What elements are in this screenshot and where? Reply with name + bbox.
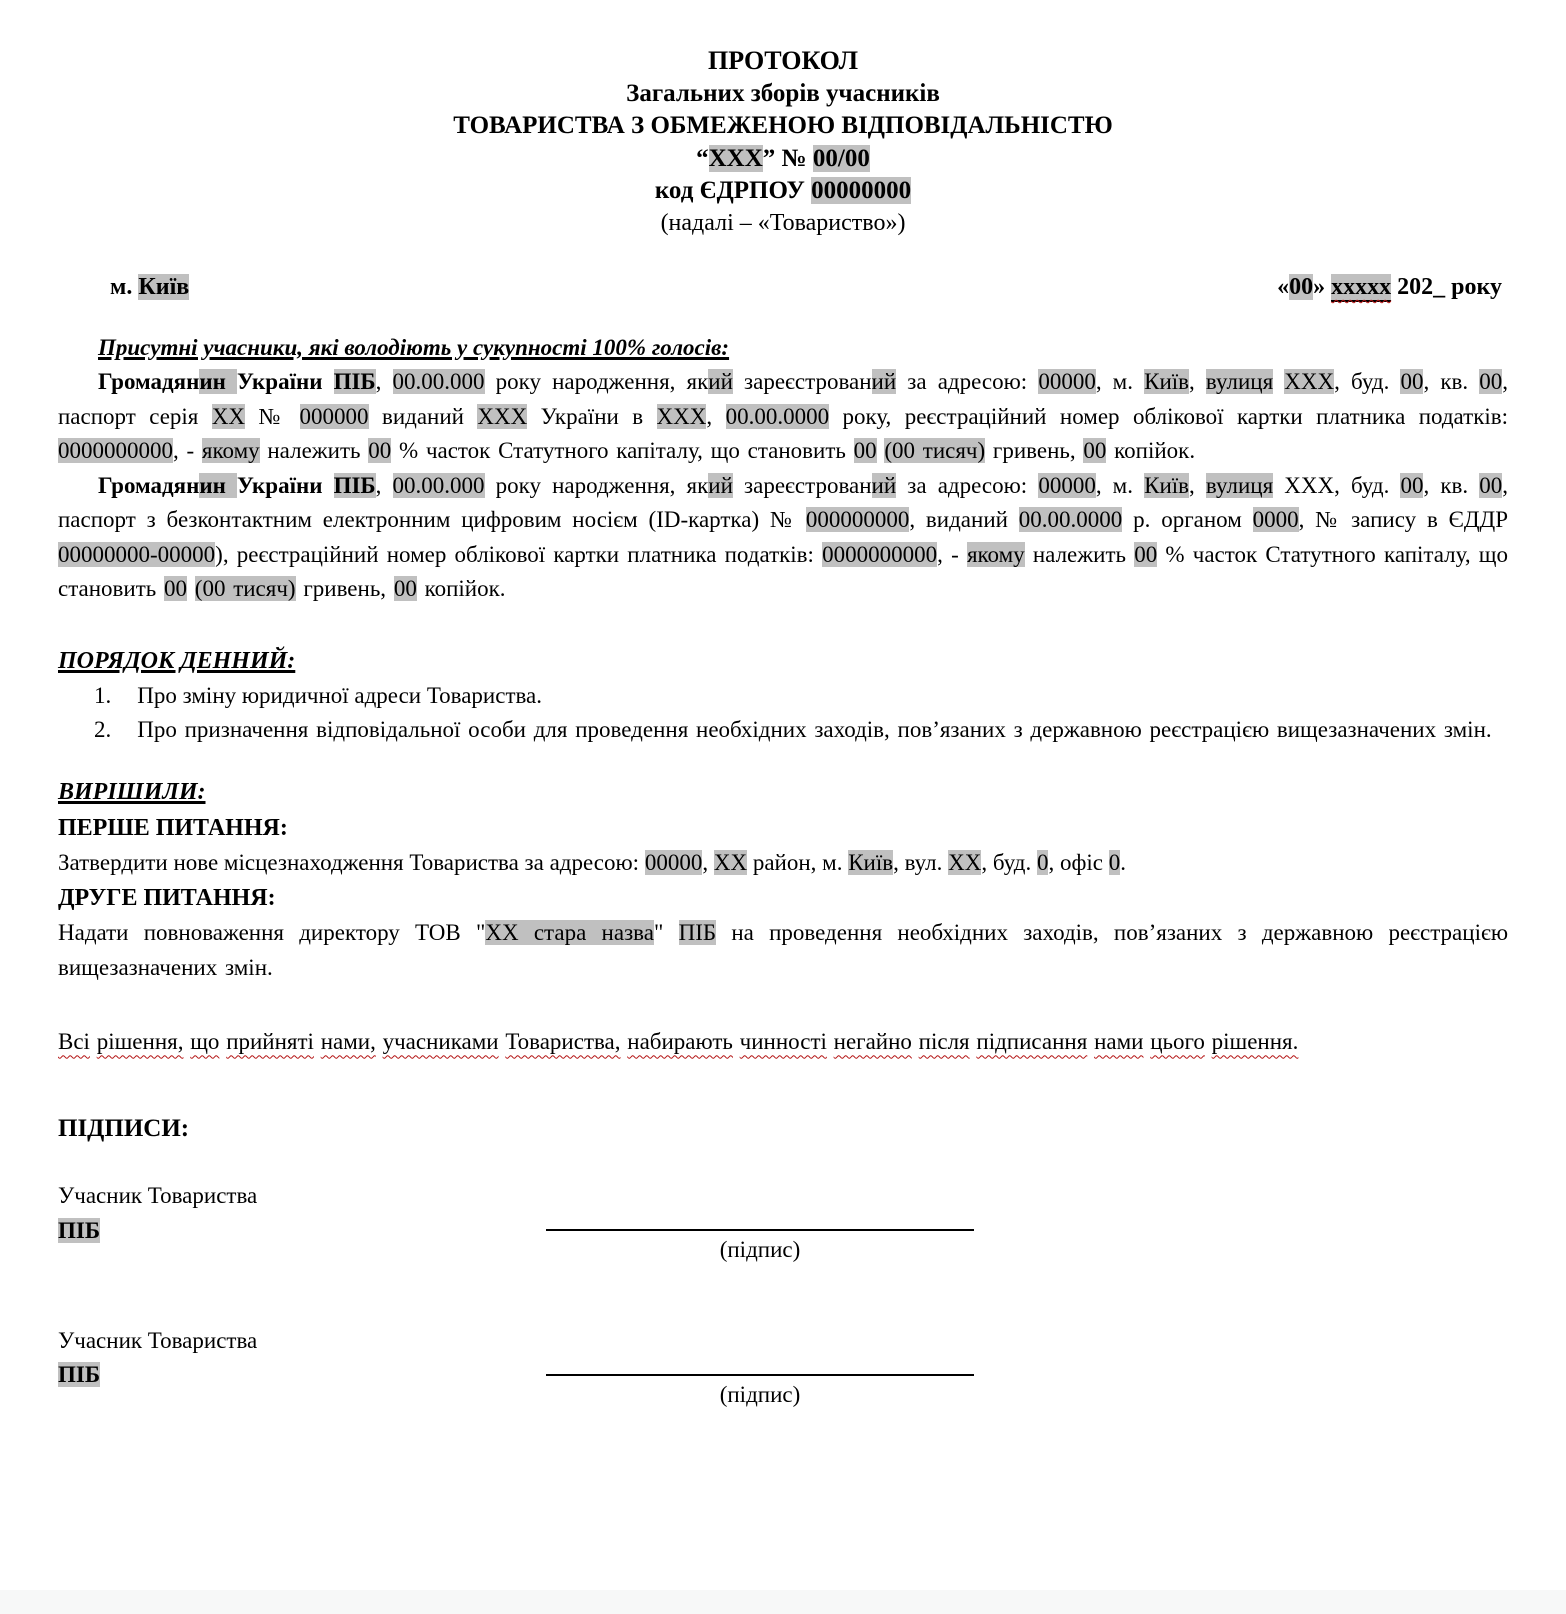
text-run: підписання: [976, 1029, 1088, 1055]
text-run: зареєстрован: [732, 369, 872, 395]
document-date: [1277, 269, 1502, 305]
text-run: , м.: [1095, 369, 1145, 395]
text-run: % часток Статутного капіталу, що становить: [391, 438, 854, 464]
date-row: [58, 269, 1508, 305]
text-run: Громадян: [98, 369, 200, 395]
text-run: , виданий: [909, 507, 1019, 533]
text-run: ХХ: [948, 849, 982, 875]
text-run: 0000: [1252, 507, 1299, 533]
resolved-heading: ВИРІШИЛИ:: [58, 778, 206, 805]
text-run: 00: [1400, 369, 1424, 395]
document-city: [110, 269, 189, 305]
signature-block-2: [58, 1324, 1508, 1413]
text-run: ХХХ: [656, 403, 707, 429]
agenda-item-2: [58, 713, 1508, 748]
text-run: ,: [1189, 369, 1206, 395]
text-run: ,: [702, 849, 714, 875]
text-run: що: [190, 1029, 220, 1055]
text-run: зареєстрован: [732, 472, 872, 498]
text-run: , -: [937, 541, 967, 567]
text-run: ), реєстраційний номер облікової картки платника податків:: [215, 541, 823, 567]
text-run: (00 тисяч): [194, 576, 296, 602]
doc-hereinafter-note: (надалі – «Товариство»): [660, 209, 906, 236]
text-run: 00.00.000: [392, 369, 485, 395]
text-run: , кв.: [1423, 369, 1480, 395]
text-run: України: [237, 472, 334, 498]
text-run: [90, 1029, 97, 1054]
signature-1-caption: (підпис): [719, 1237, 801, 1263]
signatures-heading: ПІДПИСИ:: [58, 1114, 190, 1142]
text-run: негайно: [833, 1029, 912, 1055]
first-question-heading: ПЕРШЕ ПИТАННЯ:: [58, 814, 288, 841]
text-run: [1205, 1029, 1212, 1054]
text-run: гривень,: [985, 438, 1084, 464]
text-run: Затвердити нове місцезнаходження Товариства за адресою:: [58, 849, 645, 875]
text-run: №: [245, 403, 300, 429]
text-run: [912, 1029, 919, 1054]
agenda-item-1-number: 1.: [94, 682, 112, 708]
text-run: Всі: [58, 1029, 90, 1055]
text-run: 00000: [644, 849, 703, 875]
text-run: нами: [1094, 1029, 1144, 1055]
text-run: за адресою:: [896, 369, 1039, 395]
text-run: 00: [1134, 541, 1158, 567]
document-title-block: [58, 44, 1508, 239]
text-run: (00 тисяч): [884, 438, 986, 464]
text-run: 00000: [1038, 472, 1096, 498]
signature-2-right: [546, 1324, 974, 1413]
text-run: виданий: [368, 403, 478, 429]
doc-subtitle-meeting: Загальних зборів учасників: [626, 79, 940, 107]
text-run: ХХХ: [1284, 369, 1335, 395]
text-run: район, м.: [747, 849, 849, 875]
second-question-text: [58, 916, 1508, 985]
agenda-item-1-text: Про зміну юридичної адреси Товариства.: [137, 682, 543, 708]
text-run: 00000: [1038, 369, 1096, 395]
text-run: на проведення необхідних заходів, пов’язаних з державною реєстрацією вищезазначених змін.: [58, 920, 1509, 980]
signature-2-caption: (підпис): [719, 1381, 801, 1407]
text-run: 00000000: [811, 177, 912, 205]
text-run: [314, 1029, 321, 1054]
text-run: , офіс: [1048, 849, 1109, 875]
text-run: «: [1277, 273, 1290, 300]
text-run: ХХХ, буд.: [1273, 472, 1401, 498]
text-run: ХХ: [211, 403, 246, 429]
text-run: року народження, як: [484, 472, 709, 498]
text-run: , паспорт з безконтактним електронним цифровим носієм (ID-картка) №: [58, 472, 1508, 533]
first-question-text: [58, 846, 1508, 881]
text-run: рішення,: [96, 1029, 184, 1055]
signature-2-line: [546, 1324, 974, 1376]
text-run: 0000000000: [58, 438, 173, 464]
agenda-heading: ПОРЯДОК ДЕННИЙ:: [58, 647, 296, 674]
text-run: 00000000-00000: [58, 541, 216, 567]
text-run: ий: [708, 472, 733, 498]
text-run: ХХХ: [477, 403, 528, 429]
doc-title: ПРОТОКОЛ: [708, 46, 858, 75]
text-run: , вул.: [893, 849, 949, 875]
text-run: набирають: [627, 1029, 733, 1055]
text-run: вулиця: [1205, 369, 1274, 395]
text-run: чинності: [739, 1029, 827, 1055]
signature-1-role: Учасник Товариства: [58, 1183, 258, 1209]
text-run: ХХ: [713, 849, 748, 875]
text-run: [1273, 369, 1284, 394]
text-run: ,: [706, 403, 726, 429]
text-run: України в: [527, 403, 657, 429]
text-run: , паспорт серія: [58, 369, 1508, 429]
text-run: Громадян: [98, 472, 200, 498]
text-run: ин: [199, 369, 238, 395]
text-run: ий: [871, 472, 897, 498]
text-run: [187, 576, 195, 601]
text-run: [827, 1029, 834, 1054]
text-run: 00/00: [812, 144, 870, 172]
text-run: якому: [201, 438, 260, 464]
text-run: , № запису в ЄДДР: [1298, 507, 1508, 533]
agenda-item-2-text: Про призначення відповідальної особи для проведення необхідних заходів, пов’язаних з державною реєстрацією вищезазначених змін.: [137, 717, 1492, 743]
text-run: ” №: [762, 144, 813, 172]
text-run: , -: [173, 438, 202, 464]
text-run: 00.00.0000: [1018, 507, 1123, 533]
text-run: , м.: [1095, 472, 1145, 498]
text-run: прийняті: [226, 1029, 314, 1055]
doc-edrpou-code: [58, 175, 1508, 208]
text-run: 00: [393, 576, 417, 602]
text-run: України: [237, 369, 334, 395]
text-run: , буд.: [1334, 369, 1401, 395]
text-run: ин: [199, 472, 238, 498]
text-run: 00: [1479, 472, 1503, 498]
text-run: 00.00.0000: [725, 403, 830, 429]
text-run: за адресою:: [896, 472, 1039, 498]
text-run: 202_ року: [1391, 273, 1502, 300]
text-run: вулиця: [1205, 472, 1274, 498]
text-run: ПІБ: [333, 369, 376, 395]
text-run: 0000000000: [822, 541, 938, 567]
text-run: 00: [164, 576, 188, 602]
text-run: 0: [1036, 849, 1049, 875]
text-run: ПІБ: [333, 472, 376, 498]
agenda-item-2-number: 2.: [94, 717, 112, 743]
text-run: 000000000: [805, 507, 910, 533]
text-run: ХХХ: [708, 144, 763, 172]
text-run: належить: [1024, 541, 1135, 567]
participant-paragraph-2: [58, 469, 1508, 607]
agenda-item-1: [58, 679, 1508, 714]
signature-1-left: [58, 1179, 546, 1268]
text-run: 00: [1479, 369, 1503, 395]
text-run: 00: [853, 438, 877, 464]
text-run: 0: [1108, 849, 1121, 875]
text-run: Київ: [1144, 472, 1190, 498]
text-run: м.: [110, 273, 139, 300]
text-run: код ЄДРПОУ: [654, 177, 812, 205]
text-run: нами,: [320, 1029, 376, 1055]
text-run: після: [918, 1029, 970, 1055]
text-run: .: [1120, 849, 1126, 875]
text-run: ,: [1189, 472, 1206, 498]
text-run: Київ: [1144, 369, 1190, 395]
signature-2-role: Учасник Товариства: [58, 1327, 258, 1353]
text-run: ХХ стара назва: [485, 920, 654, 946]
text-run: 00: [1289, 273, 1314, 300]
text-run: копійок.: [1106, 438, 1196, 464]
doc-company-name-number: [58, 143, 1508, 176]
text-run: Надати повноваження директору ТОВ ": [58, 920, 486, 946]
text-run: , буд.: [981, 849, 1037, 875]
text-run: р. органом: [1122, 507, 1253, 533]
text-run: ххххх: [1331, 273, 1392, 300]
text-run: копійок.: [416, 576, 506, 602]
page-bottom-edge: [0, 1590, 1566, 1614]
doc-subtitle-company-type: ТОВАРИСТВА З ОБМЕЖЕНОЮ ВІДПОВІДАЛЬНІСТЮ: [453, 112, 1113, 140]
text-run: , кв.: [1423, 472, 1480, 498]
signature-block-1: [58, 1179, 1508, 1268]
text-run: “: [696, 144, 709, 172]
text-run: ий: [708, 369, 733, 395]
signature-1-line: [546, 1179, 974, 1231]
text-run: [733, 1029, 740, 1054]
text-run: »: [1313, 273, 1332, 300]
text-run: 00.00.000: [392, 472, 485, 498]
text-run: % часток Статутного капіталу, що становить: [58, 541, 1509, 602]
signature-2-left: [58, 1324, 546, 1413]
text-run: цього: [1150, 1029, 1205, 1055]
text-run: ": [653, 920, 679, 946]
signature-1-right: [546, 1179, 974, 1268]
text-run: ий: [871, 369, 897, 395]
text-run: ПІБ: [678, 920, 717, 946]
second-question-heading: ДРУГЕ ПИТАННЯ:: [58, 885, 276, 912]
text-run: року народження, як: [484, 369, 709, 395]
text-run: ,: [375, 369, 393, 395]
text-run: ,: [375, 472, 393, 498]
text-run: гривень,: [295, 576, 394, 602]
text-run: року, реєстраційний номер облікової картки платника податків:: [829, 403, 1509, 429]
text-run: Київ: [848, 849, 894, 875]
signature-2-name: ПІБ: [58, 1362, 101, 1388]
text-run: [376, 1029, 383, 1054]
text-run: якому: [966, 541, 1025, 567]
text-run: учасниками: [382, 1029, 499, 1055]
text-run: 00: [1400, 472, 1424, 498]
text-run: Київ: [138, 273, 190, 300]
closing-paragraph: [58, 1025, 1508, 1060]
participants-heading: Присутні учасники, які володіють у сукупності 100% голосів:: [98, 334, 730, 360]
text-run: 00: [368, 438, 392, 464]
text-run: 000000: [299, 403, 369, 429]
signature-1-name: ПІБ: [58, 1217, 101, 1243]
text-run: належить: [259, 438, 369, 464]
text-run: рішення.: [1211, 1029, 1299, 1055]
participant-paragraph-1: [58, 365, 1508, 469]
text-run: 00: [1083, 438, 1107, 464]
text-run: Товариства,: [505, 1029, 621, 1055]
